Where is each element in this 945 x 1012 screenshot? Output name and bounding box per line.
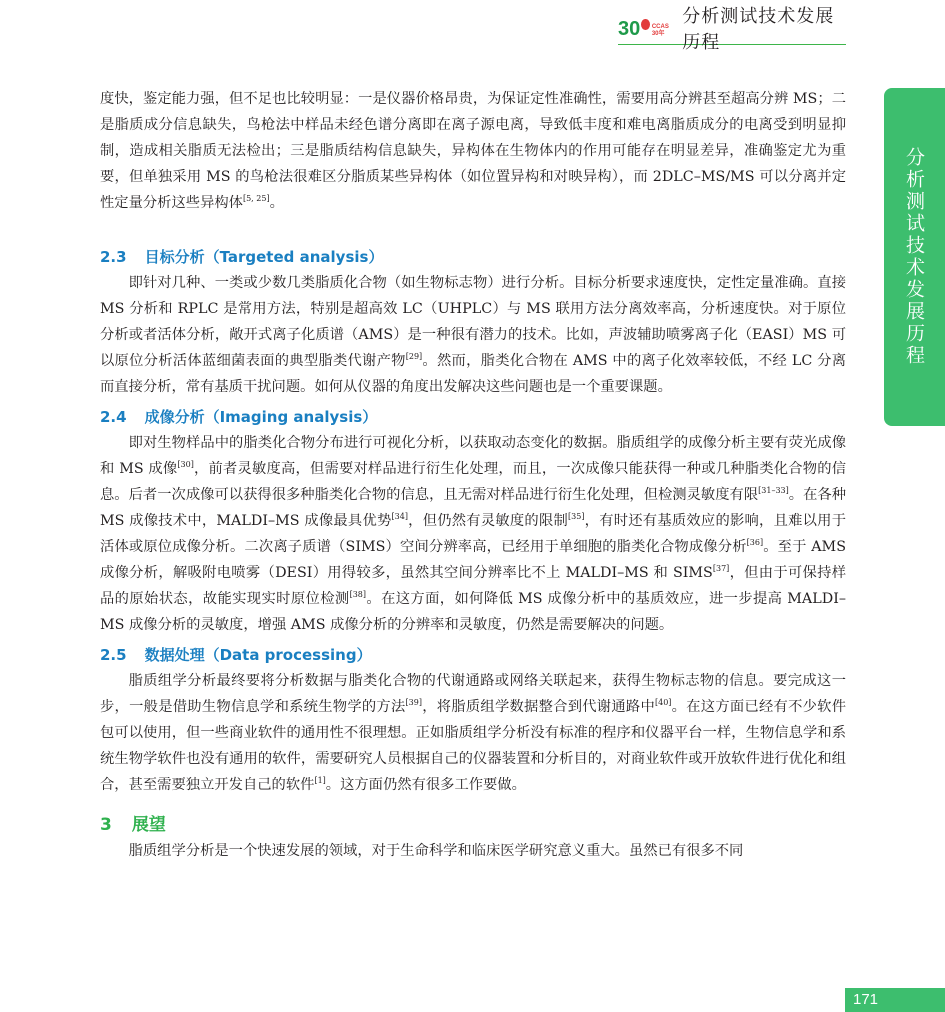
citation: [36] [746,538,764,547]
paragraph-imaging-analysis: 即对生物样品中的脂类化合物分布进行可视化分析，以获取动态变化的数据。脂质组学的成像分析主要有荧光成像和 MS 成像[30]，前者灵敏度高，但需要对样品进行衍生化处理，而且，一次成像只能获得一种或几种脂类化合物的信息。后者一次成像可以获得很多种脂类化合物的信息，且无需对样品进行衍生化处理，但检测灵敏度有限[31–33]。在各种 MS 成像技术中，MALDI–MS 成像最具优势[34]，但仍然有灵敏度的限制[35]，有时还有基质效应的影响，且难以用于活体或原位成像分析。二次离子质谱（SIMS）空间分辨率高，已经用于单细胞的脂类化合物成像分析[36]。至于 AMS 成像分析，解吸附电喷雾（DESI）用得较多，虽然其空间分辨率比不上 MALDI–MS 和 SIMS[37]，但由于可保持样品的原始状态，故能实现实时原位检测[38]。在这方面，如何降低 MS 成像分析中的基质效应，进一步提高 MALDI–MS 成像分析的灵敏度，增强 AMS 成像分析的分辨率和灵敏度，仍然是需要解决的问题。 [100,435,847,633]
paragraph-data-processing: 脂质组学分析最终要将分析数据与脂类化合物的代谢通路或网络关联起来，获得生物标志物的信息。要完成这一步，一般是借助生物信息学和系统生物学的方法[39]，将脂质组学数据整合到代谢通路中[40]。在这方面已经有不少软件包可以使用，但一些商业软件的通用性不很理想。正如脂质组学分析没有标准的程序和仪器平台一样，生物信息学和系统生物学软件也没有通用的软件，需要研究人员根据自己的仪器装置和分析目的，对商业软件或开放软件进行优化和组合，甚至需要独立开发自己的软件[1]。这方面仍然有很多工作要做。 [100,673,847,793]
logo-number: 30 [618,17,641,40]
citation: [30] [177,460,194,469]
citation: [34] [391,512,408,521]
citation: [40] [655,698,672,707]
ccas-30-logo [618,19,676,38]
citation: [39] [405,698,422,707]
citation: [5, 25] [242,194,270,203]
header-title: 分析测试技术发展历程 [682,6,835,53]
citation: [29] [405,352,423,361]
section-heading-2-3: 2.3 目标分析（Targeted analysis） [100,248,384,266]
paragraph-continued: 度快，鉴定能力强，但不足也比较明显：一是仪器价格昂贵，为保证定性准确性，需要用高分辨甚至超高分辨 MS；二是脂质成分信息缺失，鸟枪法中样品未经色谱分离即在离子源电离，导致低丰度和难电离脂质成分的电离受到明显抑制，造成相关脂质无法检出；三是脂质结构信息缺失，异构体在生物体内的作用可能存在明显差异，准确鉴定尤为重要，但单独采用 MS 的鸟枪法很难区分脂质某些异构体（如位置异构和对映异构），而 2DLC–MS/MS 可以分离并定性定量分析这些异构体[5, 25]。 [100,91,846,211]
citation: [38] [349,590,366,599]
paragraph-outlook: 脂质组学分析是一个快速发展的领域，对于生命科学和临床医学研究意义重大。虽然已有很多不同 [128,843,744,859]
side-tab-label: 分析测试技术发展历程 [903,147,925,367]
article-body [100,86,846,864]
logo-subtext: CCAS 30年 [651,23,669,37]
section-heading-2-5: 2.5 数据处理（Data processing） [100,646,372,664]
paragraph-targeted-analysis: 即针对几种、一类或少数几类脂质化合物（如生物标志物）进行分析。目标分析要求速度快，定性定量准确。直接 MS 分析和 RPLC 是常用方法，特别是超高效 LC（UHPLC）与 MS 联用方法分离效率高，分析速度快。对于原位分析或者活体分析，敞开式离子化质谱（AMS）是一种很有潜力的技术。比如，声波辅助喷雾离子化（EASI）MS 可以原位分析活体蓝细菌表面的典型脂类代谢产物[29]。然而，脂类化合物在 AMS 中的离子化效率较低，不经 LC 分离而直接分析，常有基质干扰问题。如何从仪器的角度出发解决这些问题也是一个重要课题。 [100,275,847,395]
citation: [1] [314,776,326,785]
section-heading-2-4: 2.4 成像分析（Imaging analysis） [100,408,378,426]
citation: [35] [568,512,585,521]
page-number: 171 [845,988,945,1012]
logo-red-dot-icon [641,19,650,30]
citation: [37] [712,564,730,573]
section-heading-3: 3 展望 [100,815,166,835]
running-header [618,6,846,53]
citation: [31–33] [758,486,789,495]
side-section-tab [884,88,945,426]
